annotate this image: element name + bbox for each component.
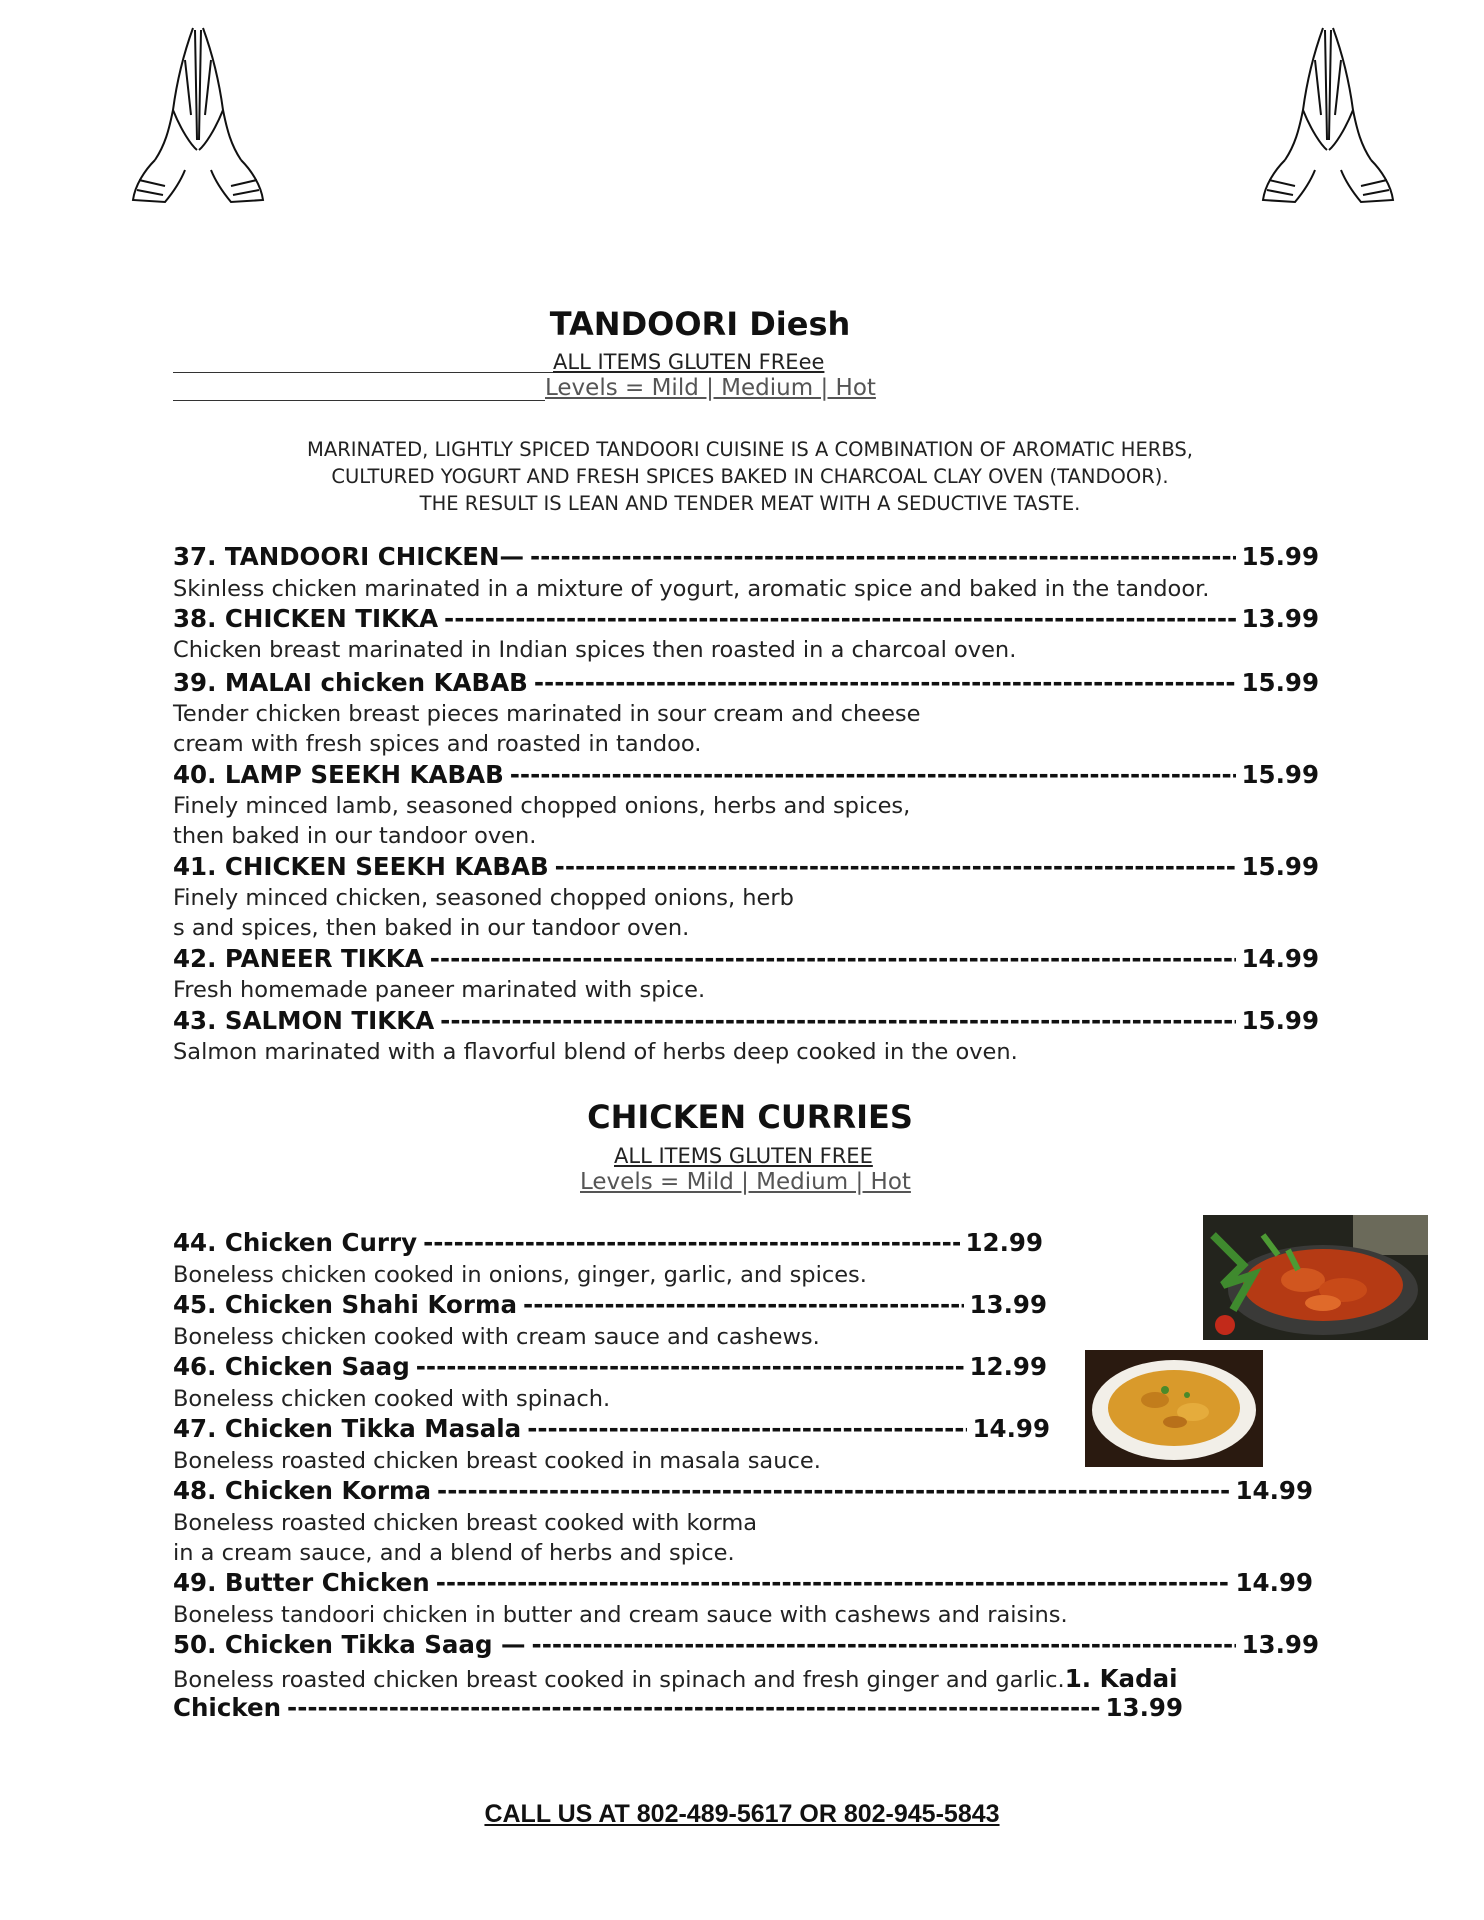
item-name: 44. Chicken Curry [173, 1228, 418, 1257]
item-description: Boneless roasted chicken breast cooked in masala sauce. [173, 1448, 821, 1474]
chicken-korma-photo [1085, 1350, 1263, 1467]
curries-levels: Levels = Mild | Medium | Hot [580, 1169, 911, 1195]
menu-item-48 [173, 1476, 1313, 1505]
dot-leader [523, 1290, 963, 1319]
item-description: Boneless chicken cooked in onions, ginger, garlic, and spices. [173, 1262, 867, 1288]
intro-line: MARINATED, LIGHTLY SPICED TANDOORI CUISINE IS A COMBINATION OF AROMATIC HERBS, [307, 438, 1193, 461]
menu-item-40 [173, 760, 1319, 789]
item-name: 46. Chicken Saag [173, 1352, 410, 1381]
dot-leader [416, 1352, 964, 1381]
menu-item-38 [173, 604, 1319, 633]
item-description: Chicken breast marinated in Indian spices then roasted in a charcoal oven. [173, 637, 1017, 663]
item-price: 14.99 [1235, 1476, 1313, 1505]
dot-leader [440, 1006, 1235, 1035]
dot-leader [423, 1228, 959, 1257]
namaste-hands-icon [1255, 20, 1405, 210]
menu-item-50 [173, 1630, 1319, 1659]
item-name: 47. Chicken Tikka Masala [173, 1414, 522, 1443]
item-price: 15.99 [1241, 542, 1319, 571]
dot-leader [510, 760, 1236, 789]
item-name: 50. Chicken Tikka Saag — [173, 1630, 526, 1659]
item-description: s and spices, then baked in our tandoor oven. [173, 915, 690, 941]
tandoori-intro [0, 436, 1484, 517]
dot-leader [436, 1568, 1230, 1597]
divider [173, 372, 553, 373]
menu-item-45 [173, 1290, 1047, 1319]
item-price: 12.99 [965, 1228, 1043, 1257]
tandoori-title: TANDOORI Diesh [549, 305, 851, 343]
menu-item-51 [173, 1693, 1183, 1722]
item-name: 45. Chicken Shahi Korma [173, 1290, 518, 1319]
item-description: Finely minced chicken, seasoned chopped onions, herb [173, 885, 794, 911]
item-description-row [173, 1664, 1178, 1695]
item-price: 15.99 [1241, 852, 1319, 881]
item-description: Salmon marinated with a flavorful blend of herbs deep cooked in the oven. [173, 1039, 1018, 1065]
item-price: 15.99 [1241, 1006, 1319, 1035]
tandoori-levels: Levels = Mild | Medium | Hot [545, 375, 876, 401]
menu-item-46 [173, 1352, 1047, 1381]
menu-item-37 [173, 542, 1319, 571]
dot-leader [287, 1693, 1099, 1722]
menu-item-41 [173, 852, 1319, 881]
item-description: Skinless chicken marinated in a mixture of yogurt, aromatic spice and baked in the tandoor. [173, 576, 1210, 602]
dot-leader [534, 668, 1236, 697]
menu-item-47 [173, 1414, 1050, 1443]
item-name: 49. Butter Chicken [173, 1568, 430, 1597]
dot-leader [555, 852, 1236, 881]
item-price: 15.99 [1241, 668, 1319, 697]
dot-leader [437, 1476, 1229, 1505]
item-description: Boneless tandoori chicken in butter and cream sauce with cashews and raisins. [173, 1602, 1068, 1628]
item-description: in a cream sauce, and a blend of herbs and spice. [173, 1540, 735, 1566]
call-us-phone: CALL US AT 802-489-5617 OR 802-945-5843 [484, 1800, 1000, 1828]
item-name: 39. MALAI chicken KABAB [173, 668, 528, 697]
item-price: 14.99 [1241, 944, 1319, 973]
item-description: cream with fresh spices and roasted in tandoo. [173, 731, 702, 757]
item-price: 15.99 [1241, 760, 1319, 789]
item-description: Boneless roasted chicken breast cooked with korma [173, 1510, 758, 1536]
dot-leader [532, 1630, 1236, 1659]
item-price: 13.99 [1105, 1693, 1183, 1722]
item-price: 13.99 [1241, 1630, 1319, 1659]
namaste-hands-icon [125, 20, 275, 210]
intro-line: THE RESULT IS LEAN AND TENDER MEAT WITH A SEDUCTIVE TASTE. [419, 492, 1081, 515]
intro-line: CULTURED YOGURT AND FRESH SPICES BAKED IN CHARCOAL CLAY OVEN (TANDOOR). [331, 465, 1169, 488]
dot-leader [530, 542, 1235, 571]
item-name: 43. SALMON TIKKA [173, 1006, 435, 1035]
item-price: 13.99 [1241, 604, 1319, 633]
item-name: Chicken [173, 1693, 282, 1722]
item-price: 12.99 [969, 1352, 1047, 1381]
item-price: 13.99 [969, 1290, 1047, 1319]
item-name: 37. TANDOORI CHICKEN— [173, 542, 525, 571]
item-description: Finely minced lamb, seasoned chopped onions, herbs and spices, [173, 793, 911, 819]
dot-leader [430, 944, 1236, 973]
item-name: 41. CHICKEN SEEKH KABAB [173, 852, 549, 881]
item-price: 14.99 [1235, 1568, 1313, 1597]
dot-leader [527, 1414, 966, 1443]
item-description: Fresh homemade paneer marinated with spice. [173, 977, 706, 1003]
menu-item-42 [173, 944, 1319, 973]
menu-item-39 [173, 668, 1319, 697]
item-name: 40. LAMP SEEKH KABAB [173, 760, 504, 789]
tandoori-subtitle: ALL ITEMS GLUTEN FREee [553, 350, 825, 374]
item-name: 48. Chicken Korma [173, 1476, 432, 1505]
item-description: then baked in our tandoor oven. [173, 823, 537, 849]
item-description: Boneless chicken cooked with cream sauce and cashews. [173, 1324, 820, 1350]
curries-title: CHICKEN CURRIES [587, 1098, 913, 1136]
item-description: Tender chicken breast pieces marinated in sour cream and cheese [173, 701, 921, 727]
item-name: 38. CHICKEN TIKKA [173, 604, 439, 633]
item-name: 1. Kadai [1064, 1664, 1178, 1693]
menu-item-44 [173, 1228, 1043, 1257]
curries-subtitle: ALL ITEMS GLUTEN FREE [614, 1144, 873, 1168]
menu-item-49 [173, 1568, 1313, 1597]
item-price: 14.99 [972, 1414, 1050, 1443]
dot-leader [444, 604, 1235, 633]
chicken-curry-photo [1203, 1215, 1428, 1340]
item-description: Boneless chicken cooked with spinach. [173, 1386, 611, 1412]
item-description: Boneless roasted chicken breast cooked in spinach and fresh ginger and garlic. [173, 1667, 1065, 1693]
divider [173, 400, 545, 401]
item-name: 42. PANEER TIKKA [173, 944, 424, 973]
menu-item-43 [173, 1006, 1319, 1035]
